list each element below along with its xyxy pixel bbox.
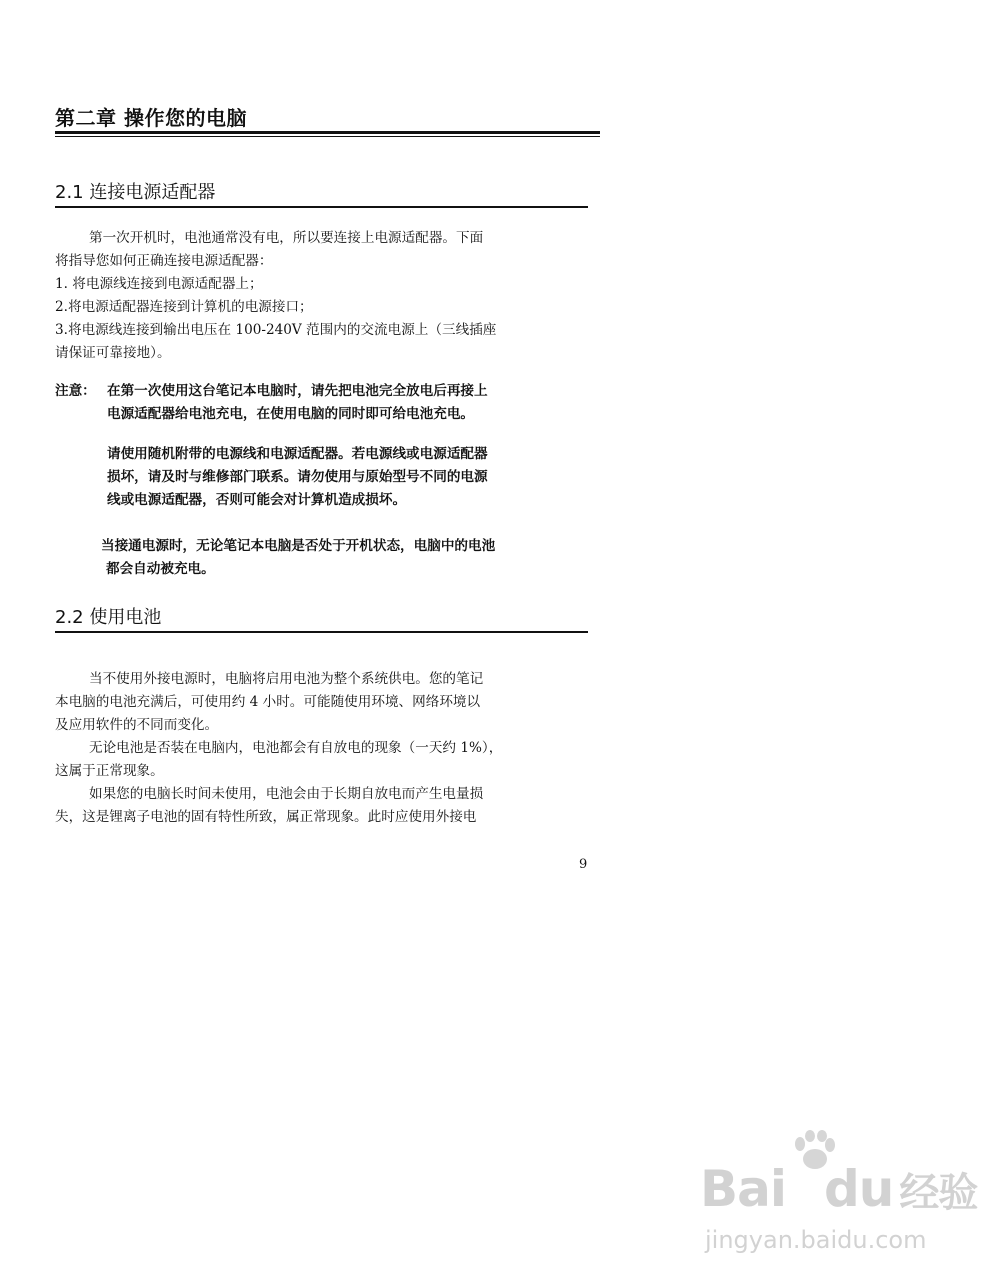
chapter-title: 第二章 操作您的电脑 (55, 106, 247, 130)
section-2-2-paragraph-1 (55, 668, 588, 737)
step-3: 3.将电源线连接到输出电压在 100-240V 范围内的交流电源上（三线插座 (55, 322, 497, 338)
section-2-1-paragraph (55, 227, 588, 365)
section-rule-2-1 (55, 206, 588, 208)
paragraph-line: 第一次开机时，电池通常没有电，所以要连接上电源适配器。下面 (89, 230, 484, 246)
paragraph-line: 失，这是锂离子电池的固有特性所致，属正常现象。此时应使用外接电 (55, 809, 477, 825)
step-1: 1. 将电源线连接到电源适配器上； (55, 276, 263, 292)
paragraph-line: 将指导您如何正确连接电源适配器： (55, 253, 273, 269)
watermark-brand (700, 1160, 977, 1218)
section-2-2-paragraph-3 (55, 783, 588, 829)
section-rule-2-2 (55, 631, 588, 633)
section-2-2-paragraph-2 (55, 737, 588, 783)
note-line: 线或电源适配器，否则可能会对计算机造成损坏。 (107, 492, 407, 508)
watermark-brand-du: du (824, 1160, 894, 1218)
watermark-brand-cn: 经验 (899, 1170, 978, 1216)
paragraph-line: 当不使用外接电源时，电脑将启用电池为整个系统供电。您的笔记 (89, 671, 484, 687)
note-line: 请使用随机附带的电源线和电源适配器。若电源线或电源适配器 (107, 446, 488, 462)
note-1 (55, 380, 595, 426)
note-label: 注意： (55, 383, 96, 399)
paragraph-line: 本电脑的电池充满后，可使用约 4 小时。可能随使用环境、网络环境以 (55, 694, 481, 710)
page-number: 9 (579, 857, 588, 872)
baidu-jingyan-watermark (700, 1130, 978, 1260)
paragraph-line: 无论电池是否装在电脑内，电池都会有自放电的现象（一天约 1%）， (89, 740, 503, 756)
paragraph-line: 及应用软件的不同而变化。 (55, 717, 219, 733)
note-line: 都会自动被充电。 (106, 561, 215, 577)
step-2: 2.将电源适配器连接到计算机的电源接口； (55, 299, 313, 315)
paragraph-line: 如果您的电脑长时间未使用，电池会由于长期自放电而产生电量损 (89, 786, 484, 802)
watermark-brand-bai: Bai (700, 1160, 786, 1218)
section-title-2-2: 2.2 使用电池 (55, 607, 162, 628)
note-2 (55, 443, 595, 512)
paragraph-line: 这属于正常现象。 (55, 763, 164, 779)
note-3 (55, 535, 595, 581)
note-line: 电源适配器给电池充电，在使用电脑的同时即可给电池充电。 (107, 406, 475, 422)
section-title-2-1: 2.1 连接电源适配器 (55, 182, 216, 203)
paragraph-line: 请保证可靠接地）。 (55, 345, 171, 361)
note-line: 损坏，请及时与维修部门联系。请勿使用与原始型号不同的电源 (107, 469, 488, 485)
chapter-rule (55, 131, 600, 134)
watermark-url: jingyan.baidu.com (705, 1226, 927, 1254)
chapter-rule-thin (55, 136, 600, 137)
note-line: 在第一次使用这台笔记本电脑时，请先把电池完全放电后再接上 (107, 383, 488, 399)
note-line: 当接通电源时，无论笔记本电脑是否处于开机状态，电脑中的电池 (101, 538, 496, 554)
